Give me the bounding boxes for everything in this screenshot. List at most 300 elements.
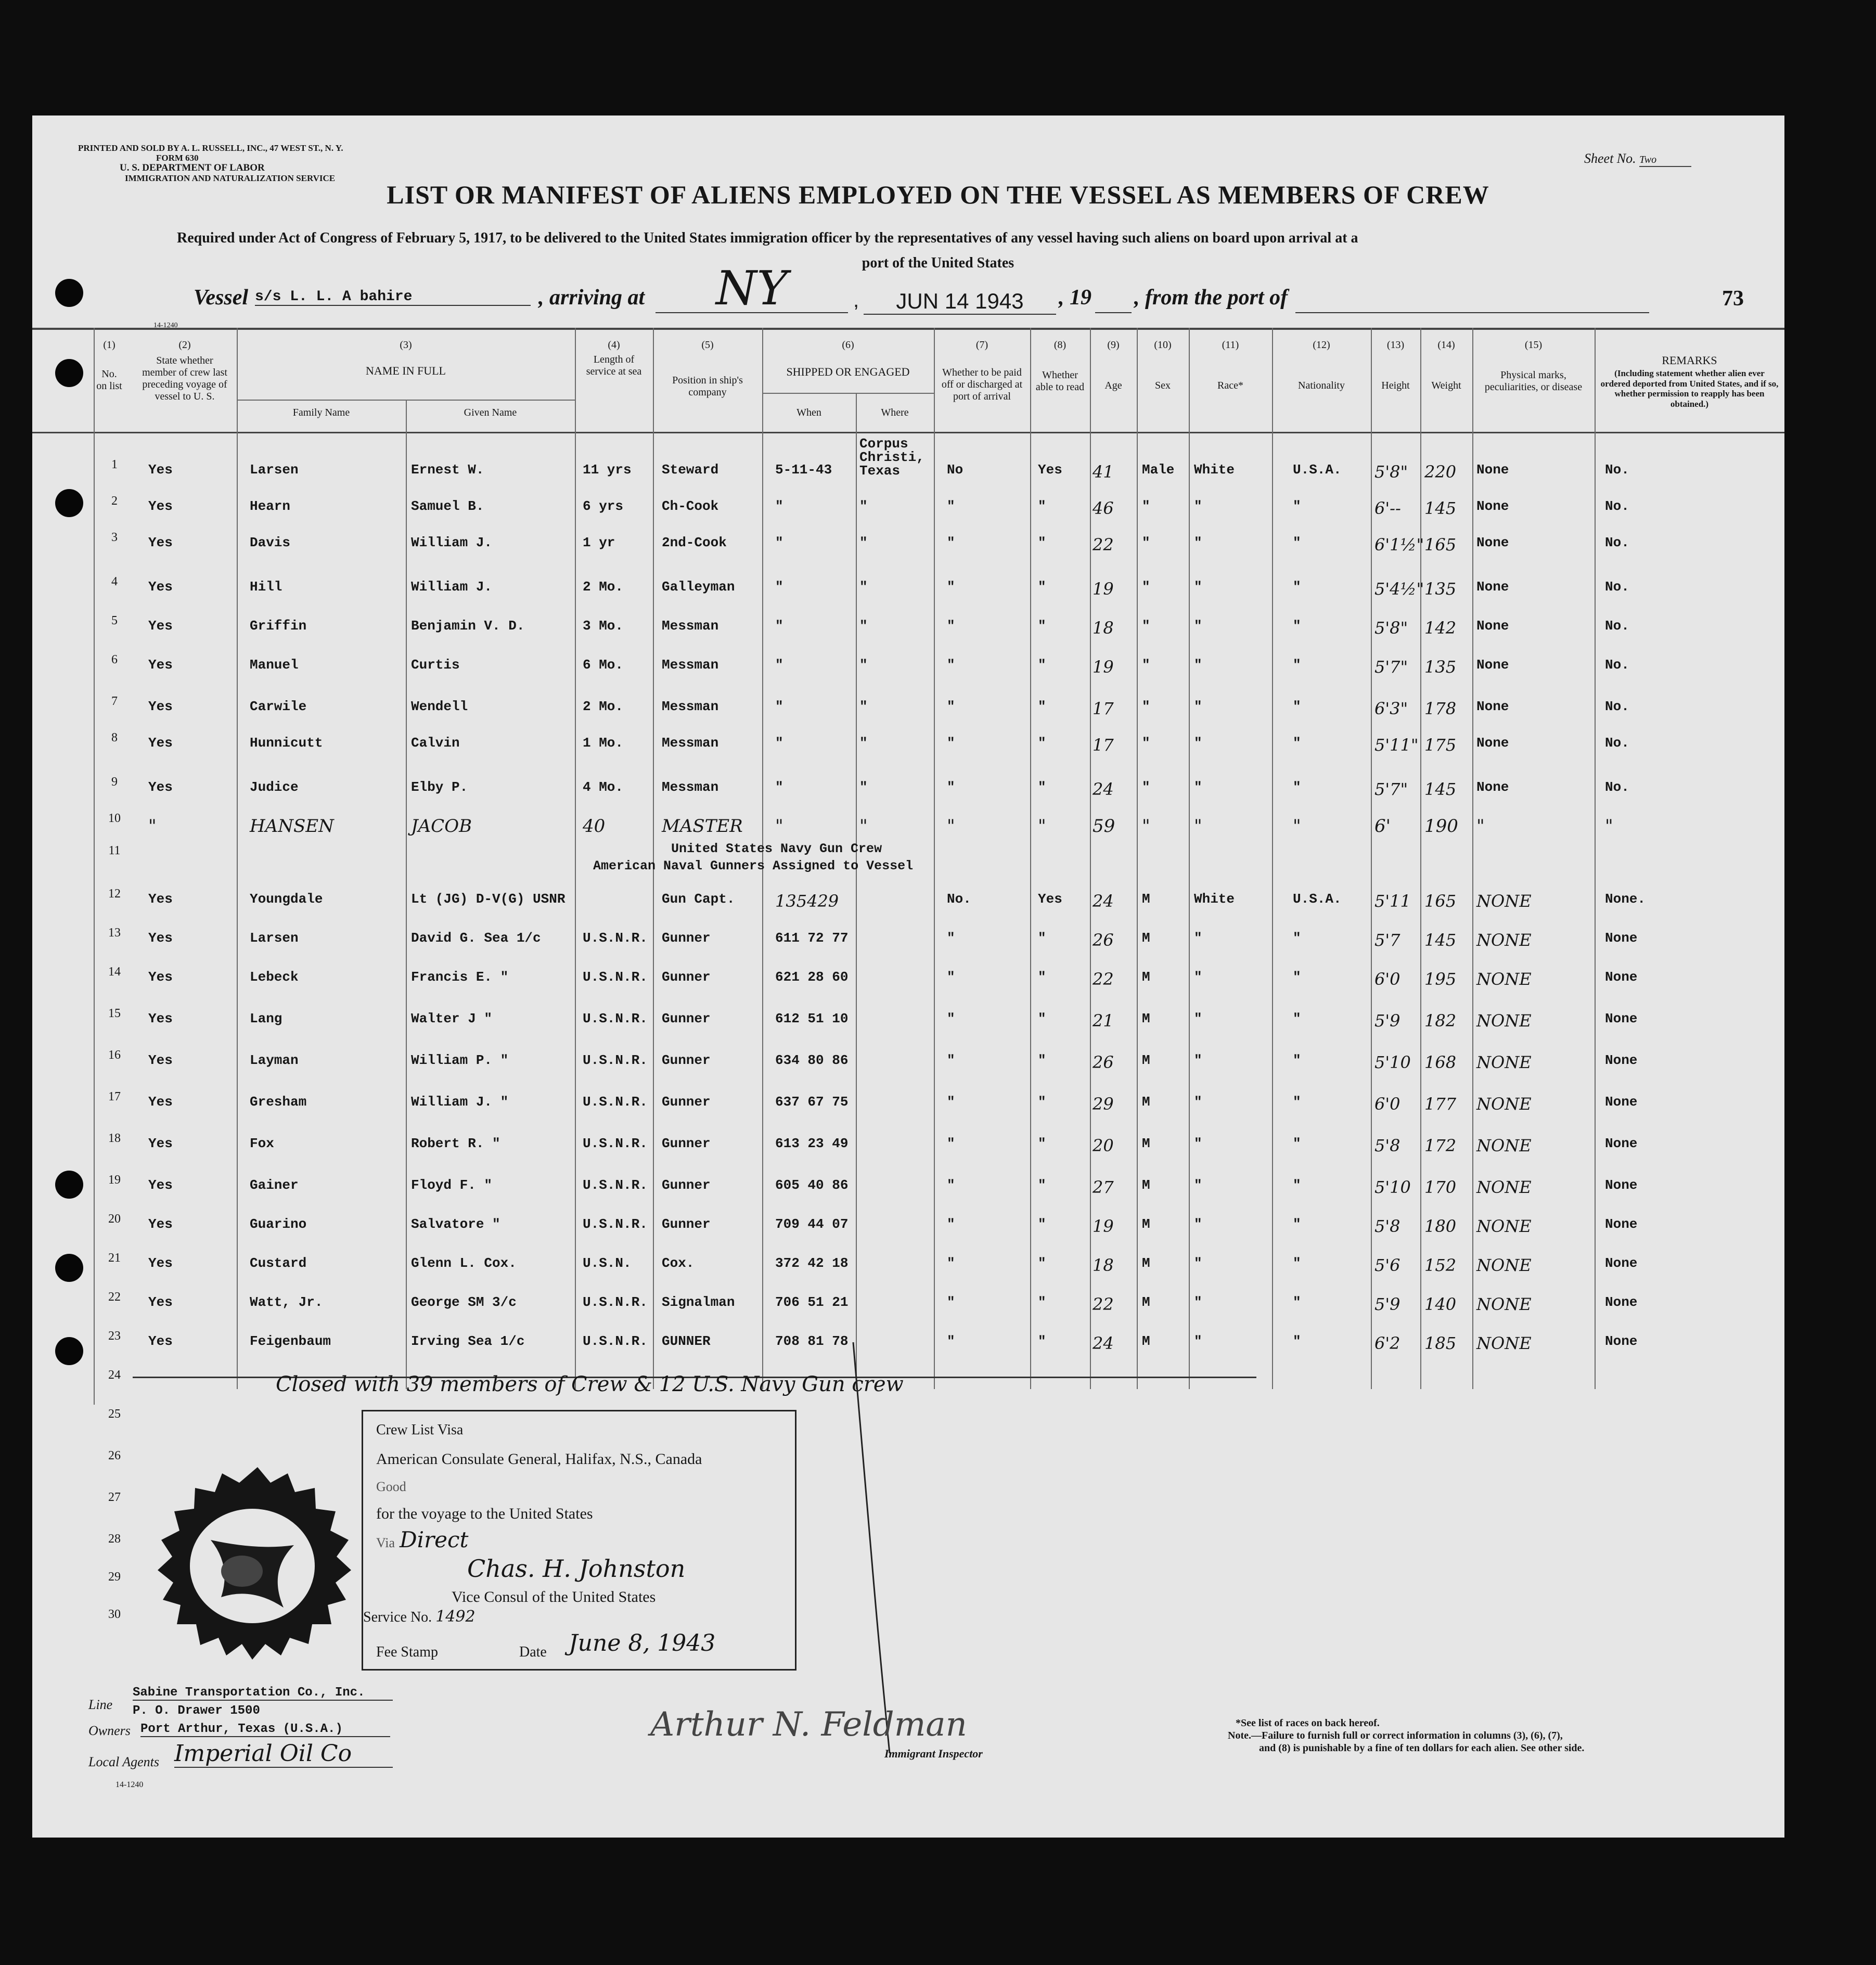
row-9-race: " (1194, 779, 1202, 795)
row-8-paid: " (947, 735, 955, 751)
date-stamp: JUN 14 1943 (864, 289, 1056, 315)
row-3-marks: None (1476, 535, 1509, 550)
row-2-service: 6 yrs (583, 498, 624, 514)
row-5-where: " (859, 618, 868, 634)
penalty-note-2: and (8) is punishable by a fine of ten dollars for each alien. See other side. (1259, 1742, 1585, 1754)
row-number: 17 (108, 1090, 121, 1103)
row-15-when: 612 51 10 (775, 1011, 849, 1026)
row-8-height: 5'11" (1374, 735, 1419, 755)
row-number: 2 (111, 494, 118, 508)
row-12-prev: Yes (148, 891, 173, 907)
row-5-read: " (1038, 618, 1046, 634)
inspector-signature: Arthur N. Feldman (650, 1705, 967, 1744)
service-number-label: Service No. (363, 1609, 432, 1625)
row-18-read: " (1038, 1136, 1046, 1151)
year-blank (1095, 291, 1132, 313)
row-21-when: 372 42 18 (775, 1255, 849, 1271)
row-7-given: Wendell (411, 699, 468, 714)
col-2-header: State whether member of crew last preceding voyage of vessel to U. S. (142, 355, 227, 402)
row-10-weight: 190 (1424, 816, 1458, 837)
row-15-nat: " (1293, 1011, 1301, 1026)
row-18-given: Robert R. " (411, 1136, 500, 1151)
row-17-remarks: None (1605, 1094, 1638, 1110)
row-13-read: " (1038, 930, 1046, 946)
row-5-height: 5'8" (1374, 618, 1408, 638)
col-divider (1030, 328, 1031, 1389)
races-note: *See list of races on back hereof. (1236, 1717, 1380, 1729)
row-19-when: 605 40 86 (775, 1177, 849, 1193)
subtitle-line-2: port of the United States (862, 255, 1014, 271)
row-22-remarks: None (1605, 1294, 1638, 1310)
row-21-remarks: None (1605, 1255, 1638, 1271)
row-9-age: 24 (1093, 779, 1114, 799)
row-14-race: " (1194, 969, 1202, 985)
col-5-number: (5) (701, 339, 714, 351)
row-number: 30 (108, 1608, 121, 1621)
row-18-nat: " (1293, 1136, 1301, 1151)
penalty-note: Note.—Failure to furnish full or correct information in columns (3), (6), (7), (1228, 1730, 1563, 1741)
row-20-prev: Yes (148, 1216, 173, 1232)
row-5-weight: 142 (1424, 618, 1457, 638)
row-3-prev: Yes (148, 535, 173, 550)
row-number: 16 (108, 1048, 121, 1062)
row-3-sex: " (1142, 535, 1150, 550)
row-8-age: 17 (1093, 735, 1114, 755)
row-7-paid: " (947, 699, 955, 714)
row-5-age: 18 (1093, 618, 1114, 638)
col-divider (575, 328, 576, 1389)
visa-good: Good (376, 1479, 406, 1494)
row-15-paid: " (947, 1011, 955, 1026)
visa-date-value: June 8, 1943 (569, 1630, 716, 1656)
row-23-remarks: None (1605, 1333, 1638, 1349)
row-10-position: MASTER (662, 816, 743, 837)
row-number: 22 (108, 1290, 121, 1304)
row-14-sex: M (1142, 969, 1150, 985)
row-number: 6 (111, 653, 118, 666)
row-16-age: 26 (1093, 1052, 1114, 1072)
consular-seal-icon (148, 1462, 367, 1670)
row-13-prev: Yes (148, 930, 173, 946)
row-12-marks: NONE (1476, 891, 1532, 911)
col-12-number: (12) (1313, 339, 1330, 351)
row-15-age: 21 (1093, 1011, 1114, 1031)
row-12-age: 24 (1093, 891, 1114, 911)
row-13-position: Gunner (662, 930, 711, 946)
row-2-age: 46 (1093, 498, 1114, 518)
row-20-weight: 180 (1424, 1216, 1457, 1236)
sheet-label: Sheet No. (1584, 151, 1636, 166)
row-10-age: 59 (1093, 816, 1115, 837)
row-6-given: Curtis (411, 657, 460, 673)
row-19-height: 5'10 (1374, 1177, 1411, 1197)
row-16-family: Layman (250, 1052, 299, 1068)
row-14-paid: " (947, 969, 955, 985)
row-23-race: " (1194, 1333, 1202, 1349)
row-6-family: Manuel (250, 657, 299, 673)
row-23-when: 708 81 78 (775, 1333, 849, 1349)
row-23-paid: " (947, 1333, 955, 1349)
row-4-paid: " (947, 579, 955, 595)
sheet-number (1584, 151, 1691, 167)
row-18-weight: 172 (1424, 1136, 1457, 1155)
row-12-sex: M (1142, 891, 1150, 907)
row-6-service: 6 Mo. (583, 657, 624, 673)
row-19-position: Gunner (662, 1177, 711, 1193)
row-2-prev: Yes (148, 498, 173, 514)
col-12-header: Nationality (1298, 380, 1345, 391)
row-10-marks: " (1476, 816, 1485, 837)
row-23-nat: " (1293, 1333, 1301, 1349)
row-6-race: " (1194, 657, 1202, 673)
row-21-height: 5'6 (1374, 1255, 1400, 1275)
row-1-where: Corpus Christi, Texas (859, 436, 924, 479)
row-21-position: Cox. (662, 1255, 695, 1271)
row-17-weight: 177 (1424, 1094, 1457, 1114)
row-7-when: " (775, 699, 783, 714)
col-divider (1137, 328, 1138, 1389)
punch-hole (55, 359, 83, 387)
col-divider (1595, 328, 1596, 1389)
row-10-prev: " (148, 816, 157, 837)
row-9-weight: 145 (1424, 779, 1457, 799)
row-5-remarks: No. (1605, 618, 1629, 634)
row-7-age: 17 (1093, 699, 1114, 718)
row-14-age: 22 (1093, 969, 1114, 989)
department: U. S. DEPARTMENT OF LABOR (120, 162, 265, 174)
row-15-family: Lang (250, 1011, 282, 1026)
sheet-value: Two (1639, 154, 1691, 167)
row-13-sex: M (1142, 930, 1150, 946)
visa-via-label: Via (376, 1535, 395, 1550)
row-4-family: Hill (250, 579, 282, 595)
row-1-sex: Male (1142, 462, 1175, 478)
row-8-weight: 175 (1424, 735, 1457, 755)
row-7-weight: 178 (1424, 699, 1457, 718)
row-18-marks: NONE (1476, 1136, 1532, 1155)
row-number: 26 (108, 1449, 121, 1462)
vice-consul-title: Vice Consul of the United States (452, 1588, 656, 1606)
row-7-where: " (859, 699, 868, 714)
row-13-marks: NONE (1476, 930, 1532, 950)
row-6-where: " (859, 657, 868, 673)
row-22-height: 5'9 (1374, 1294, 1400, 1314)
row-14-service: U.S.N.R. (583, 969, 648, 985)
row-4-nat: " (1293, 579, 1301, 595)
row-18-position: Gunner (662, 1136, 711, 1151)
col-9-number: (9) (1107, 339, 1120, 351)
row-number: 10 (108, 812, 121, 825)
row-number: 9 (111, 775, 118, 789)
row-4-when: " (775, 579, 783, 595)
row-2-read: " (1038, 498, 1046, 514)
row-5-sex: " (1142, 618, 1150, 634)
form-code-small: 14-1240 (153, 322, 178, 329)
col-divider (934, 328, 935, 1389)
visa-voyage: for the voyage to the United States (376, 1505, 593, 1522)
row-16-paid: " (947, 1052, 955, 1068)
row-1-age: 41 (1093, 462, 1114, 482)
row-21-marks: NONE (1476, 1255, 1532, 1275)
row-10-service: 40 (583, 816, 606, 837)
row-12-family: Youngdale (250, 891, 323, 907)
col-divider (406, 401, 407, 1389)
row-10-when: " (775, 816, 783, 837)
row-22-nat: " (1293, 1294, 1301, 1310)
row-number: 1 (111, 458, 118, 471)
punch-hole (55, 1171, 83, 1199)
row-8-given: Calvin (411, 735, 460, 751)
table-header-rule (32, 432, 1784, 433)
row-19-paid: " (947, 1177, 955, 1193)
row-12-weight: 165 (1424, 891, 1457, 911)
row-21-sex: M (1142, 1255, 1150, 1271)
row-number: 3 (111, 531, 118, 544)
row-15-prev: Yes (148, 1011, 173, 1026)
row-2-remarks: No. (1605, 498, 1629, 514)
row-13-nat: " (1293, 930, 1301, 946)
row-10-race: " (1194, 816, 1202, 837)
col-6-header: SHIPPED OR ENGAGED (786, 365, 910, 378)
col-divider (856, 393, 857, 1389)
row-7-read: " (1038, 699, 1046, 714)
row-16-race: " (1194, 1052, 1202, 1068)
row-19-weight: 170 (1424, 1177, 1457, 1197)
row-16-weight: 168 (1424, 1052, 1457, 1072)
row-4-marks: None (1476, 579, 1509, 595)
row-13-age: 26 (1093, 930, 1114, 950)
printer-block (78, 144, 343, 184)
row-23-service: U.S.N.R. (583, 1333, 648, 1349)
row-15-marks: NONE (1476, 1011, 1532, 1031)
row-15-read: " (1038, 1011, 1046, 1026)
row-17-paid: " (947, 1094, 955, 1110)
row-16-when: 634 80 86 (775, 1052, 849, 1068)
row-19-prev: Yes (148, 1177, 173, 1193)
row-7-marks: None (1476, 699, 1509, 714)
col-15-header: Physical marks, peculiarities, or disease (1484, 369, 1583, 393)
line-value-2: P. O. Drawer 1500 (133, 1704, 260, 1718)
row-number: 15 (108, 1007, 121, 1020)
row-4-position: Galleyman (662, 579, 735, 595)
row-21-prev: Yes (148, 1255, 173, 1271)
line-value: Sabine Transportation Co., Inc. (133, 1686, 393, 1701)
row-6-nat: " (1293, 657, 1301, 673)
row-19-family: Gainer (250, 1177, 299, 1193)
row-8-marks: None (1476, 735, 1509, 751)
row-8-nat: " (1293, 735, 1301, 751)
col-8-number: (8) (1053, 339, 1067, 351)
row-12-when: 135429 (775, 891, 839, 911)
col-divider (1189, 328, 1190, 1389)
row-14-remarks: None (1605, 969, 1638, 985)
col-8-header: Whether able to read (1035, 369, 1085, 393)
row-12-position: Gun Capt. (662, 891, 735, 907)
col-3-number: (3) (400, 339, 412, 351)
row-13-given: David G. Sea 1/c (411, 930, 541, 946)
row-5-position: Messman (662, 618, 719, 634)
row-22-when: 706 51 21 (775, 1294, 849, 1310)
row-17-given: William J. " (411, 1094, 509, 1110)
punch-hole (55, 489, 83, 517)
service-number-value: 1492 (435, 1608, 476, 1626)
row-2-sex: " (1142, 498, 1150, 514)
row-3-weight: 165 (1424, 535, 1457, 555)
row-18-race: " (1194, 1136, 1202, 1151)
row-12-read: Yes (1038, 891, 1062, 907)
col-1-header: No. on list (96, 368, 122, 392)
row-20-age: 19 (1093, 1216, 1114, 1236)
table-top-rule (32, 328, 1784, 330)
row-3-when: " (775, 535, 783, 550)
row-10-remarks: " (1605, 816, 1613, 837)
row-13-weight: 145 (1424, 930, 1457, 950)
row-17-race: " (1194, 1094, 1202, 1110)
row-9-prev: Yes (148, 779, 173, 795)
row-10-family: HANSEN (250, 816, 334, 837)
row-9-marks: None (1476, 779, 1509, 795)
row-18-paid: " (947, 1136, 955, 1151)
col-10-header: Sex (1155, 380, 1171, 391)
page-number: 73 (1722, 287, 1744, 311)
row-7-family: Carwile (250, 699, 307, 714)
row-number: 21 (108, 1251, 121, 1265)
col-7-number: (7) (975, 339, 988, 351)
pen-stroke (843, 1337, 905, 1758)
col-divider (237, 328, 238, 1389)
page-title: LIST OR MANIFEST OF ALIENS EMPLOYED ON THE VESSEL AS MEMBERS OF CREW (387, 180, 1489, 209)
row-15-given: Walter J " (411, 1011, 493, 1026)
row-13-when: 611 72 77 (775, 930, 849, 946)
navy-note-line-1: United States Navy Gun Crew (671, 841, 882, 856)
row-16-remarks: None (1605, 1052, 1638, 1068)
row-4-race: " (1194, 579, 1202, 595)
row-3-read: " (1038, 535, 1046, 550)
row-21-paid: " (947, 1255, 955, 1271)
row-4-read: " (1038, 579, 1046, 595)
row-2-paid: " (947, 498, 955, 514)
row-22-paid: " (947, 1294, 955, 1310)
row-14-weight: 195 (1424, 969, 1457, 989)
comma: , (853, 289, 859, 312)
row-7-height: 6'3" (1374, 699, 1408, 718)
row-2-marks: None (1476, 498, 1509, 514)
row-9-paid: " (947, 779, 955, 795)
row-number: 11 (108, 844, 121, 857)
row-8-family: Hunnicutt (250, 735, 323, 751)
row-18-age: 20 (1093, 1136, 1114, 1155)
row-6-prev: Yes (148, 657, 173, 673)
row-13-race: " (1194, 930, 1202, 946)
row-20-remarks: None (1605, 1216, 1638, 1232)
row-20-marks: NONE (1476, 1216, 1532, 1236)
col-divider (1272, 328, 1273, 1389)
row-9-height: 5'7" (1374, 779, 1408, 799)
row-14-position: Gunner (662, 969, 711, 985)
row-9-where: " (859, 779, 868, 795)
row-22-sex: M (1142, 1294, 1150, 1310)
row-4-prev: Yes (148, 579, 173, 595)
punch-hole (55, 1337, 83, 1365)
owners-value: Port Arthur, Texas (U.S.A.) (140, 1722, 390, 1737)
arriving-label: , arriving at (538, 286, 645, 310)
row-number: 28 (108, 1532, 121, 1546)
row-18-sex: M (1142, 1136, 1150, 1151)
row-19-age: 27 (1093, 1177, 1114, 1197)
closing-note: Closed with 39 members of Crew & 12 U.S. Navy Gun crew (276, 1372, 904, 1396)
row-17-service: U.S.N.R. (583, 1094, 648, 1110)
row-19-remarks: None (1605, 1177, 1638, 1193)
agents-label: Local Agents (88, 1754, 160, 1769)
row-20-read: " (1038, 1216, 1046, 1232)
row-16-prev: Yes (148, 1052, 173, 1068)
row-number: 4 (111, 575, 118, 588)
row-4-sex: " (1142, 579, 1150, 595)
col-divider (1472, 328, 1473, 1389)
punch-hole (55, 1254, 83, 1282)
row-6-position: Messman (662, 657, 719, 673)
row-16-height: 5'10 (1374, 1052, 1411, 1072)
row-1-remarks: No. (1605, 462, 1629, 478)
row-9-sex: " (1142, 779, 1150, 795)
row-23-age: 24 (1093, 1333, 1114, 1353)
row-19-read: " (1038, 1177, 1046, 1193)
row-10-paid: " (947, 816, 955, 837)
row-2-nat: " (1293, 498, 1301, 514)
row-16-position: Gunner (662, 1052, 711, 1068)
row-8-when: " (775, 735, 783, 751)
row-number: 14 (108, 965, 121, 979)
row-1-marks: None (1476, 462, 1509, 478)
visa-title: Crew List Visa (376, 1422, 464, 1438)
col-13-header: Height (1381, 380, 1410, 391)
family-name-header: Family Name (292, 407, 350, 418)
owners-label: Owners (88, 1723, 131, 1738)
row-22-age: 22 (1093, 1294, 1114, 1314)
row-16-sex: M (1142, 1052, 1150, 1068)
row-5-service: 3 Mo. (583, 618, 624, 634)
col-1-number: (1) (103, 339, 115, 351)
col-9-header: Age (1104, 380, 1122, 391)
row-6-weight: 135 (1424, 657, 1457, 677)
consul-signature: Chas. H. Johnston (467, 1555, 686, 1583)
given-name-header: Given Name (464, 407, 517, 418)
row-1-nat: U.S.A. (1293, 462, 1342, 478)
row-2-given: Samuel B. (411, 498, 484, 514)
row-18-service: U.S.N.R. (583, 1136, 648, 1151)
row-20-nat: " (1293, 1216, 1301, 1232)
row-9-given: Elby P. (411, 779, 468, 795)
row-3-paid: " (947, 535, 955, 550)
row-15-sex: M (1142, 1011, 1150, 1026)
row-22-family: Watt, Jr. (250, 1294, 323, 1310)
row-4-age: 19 (1093, 579, 1114, 599)
row-1-height: 5'8" (1374, 462, 1408, 482)
row-23-family: Feigenbaum (250, 1333, 331, 1349)
footer-form-code: 14-1240 (115, 1780, 144, 1789)
row-5-race: " (1194, 618, 1202, 634)
row-12-paid: No. (947, 891, 971, 907)
row-5-family: Griffin (250, 618, 307, 634)
row-12-given: Lt (JG) D-V(G) USNR (411, 891, 566, 907)
row-23-marks: NONE (1476, 1333, 1532, 1353)
col-3-header: NAME IN FULL (366, 364, 446, 377)
row-9-nat: " (1293, 779, 1301, 795)
row-number: 18 (108, 1132, 121, 1145)
service-name: IMMIGRATION AND NATURALIZATION SERVICE (125, 173, 336, 184)
col-divider (1371, 328, 1372, 1389)
row-20-height: 5'8 (1374, 1216, 1400, 1236)
